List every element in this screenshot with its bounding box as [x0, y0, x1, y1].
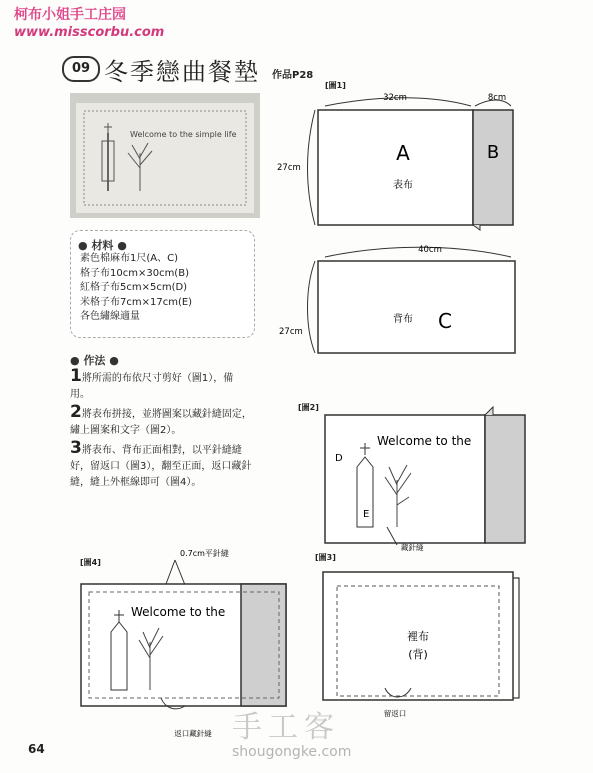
site-url[interactable]: www.misscorbu.com	[14, 25, 165, 40]
material-item: 素色棉麻布1尺(A、C)	[80, 253, 178, 264]
site-logo: 柯布小姐手工庄园	[14, 7, 126, 23]
project-reference: 作品P28	[272, 70, 314, 81]
fig2-embroidery-text: Welcome to the	[377, 434, 472, 448]
step-3: 3將表布、背布正面相對，以平針縫縫好，留返口（圖3），翻至正面，返口藏針縫，縫上外框線即可（圖4）。	[70, 438, 252, 488]
figure-2	[315, 405, 535, 555]
fig3-opening-note: 留返口	[383, 709, 407, 718]
project-number: 09	[62, 56, 100, 82]
method-heading: ● 作法 ●	[70, 354, 119, 367]
fig1-height-top: 27cm	[277, 163, 301, 173]
fig4-stitch-note: 0.7cm平針縫	[180, 549, 229, 558]
product-photo	[70, 93, 260, 218]
fig1-panel-b: B	[486, 142, 500, 163]
fig1-panel-a: A	[396, 141, 410, 165]
material-item: 各色繡線適量	[80, 311, 140, 322]
fig1-width-b: 8cm	[487, 93, 507, 103]
fig3-lining-label: 裡布	[407, 630, 429, 643]
material-item: 格子布10cm×30cm(B)	[80, 267, 189, 279]
step-2: 2將表布拼接，並將圖案以藏針縫固定，繡上圖案和文字（圖2）。	[70, 402, 252, 436]
fig4-embroidery-text: Welcome to the	[131, 605, 226, 619]
fig2-label-e: E	[363, 509, 370, 520]
fig3-label: [圖3]	[315, 553, 336, 562]
fig1-back-label: 背布	[393, 314, 413, 325]
fig1-label: [圖1]	[325, 81, 346, 90]
fig1-width-a: 32cm	[383, 93, 407, 103]
materials-list	[80, 252, 192, 325]
watermark-en: shougongke.com	[232, 744, 352, 760]
material-item: 紅格子布5cm×5cm(D)	[80, 282, 188, 293]
materials-heading: ● 材料 ●	[78, 239, 127, 252]
project-title: 冬季戀曲餐墊	[104, 58, 260, 86]
step-1: 1將所需的布依尺寸剪好（圖1），備用。	[70, 366, 234, 400]
fig1-front-label: 表布	[393, 180, 413, 191]
page-number: 64	[28, 742, 45, 756]
figure-1	[275, 88, 565, 368]
fig1-panel-c: C	[438, 309, 452, 333]
watermark-cn: 手工客	[232, 710, 340, 745]
fig2-label: [圖2]	[298, 403, 319, 412]
fig2-note: 藏針縫	[401, 543, 424, 552]
fig3-back-mark: (背)	[408, 648, 428, 661]
figure-3	[315, 560, 530, 720]
photo-embroidery-text: Welcome to the simple life	[130, 130, 237, 139]
fig1-height-bottom: 27cm	[279, 327, 303, 337]
fig2-label-d: D	[335, 453, 343, 464]
fig4-opening-note: 返口藏針縫	[174, 729, 212, 738]
fig1-width-c: 40cm	[418, 245, 442, 255]
material-item: 米格子布7cm×17cm(E)	[80, 296, 193, 308]
fig4-label: [圖4]	[80, 558, 101, 567]
